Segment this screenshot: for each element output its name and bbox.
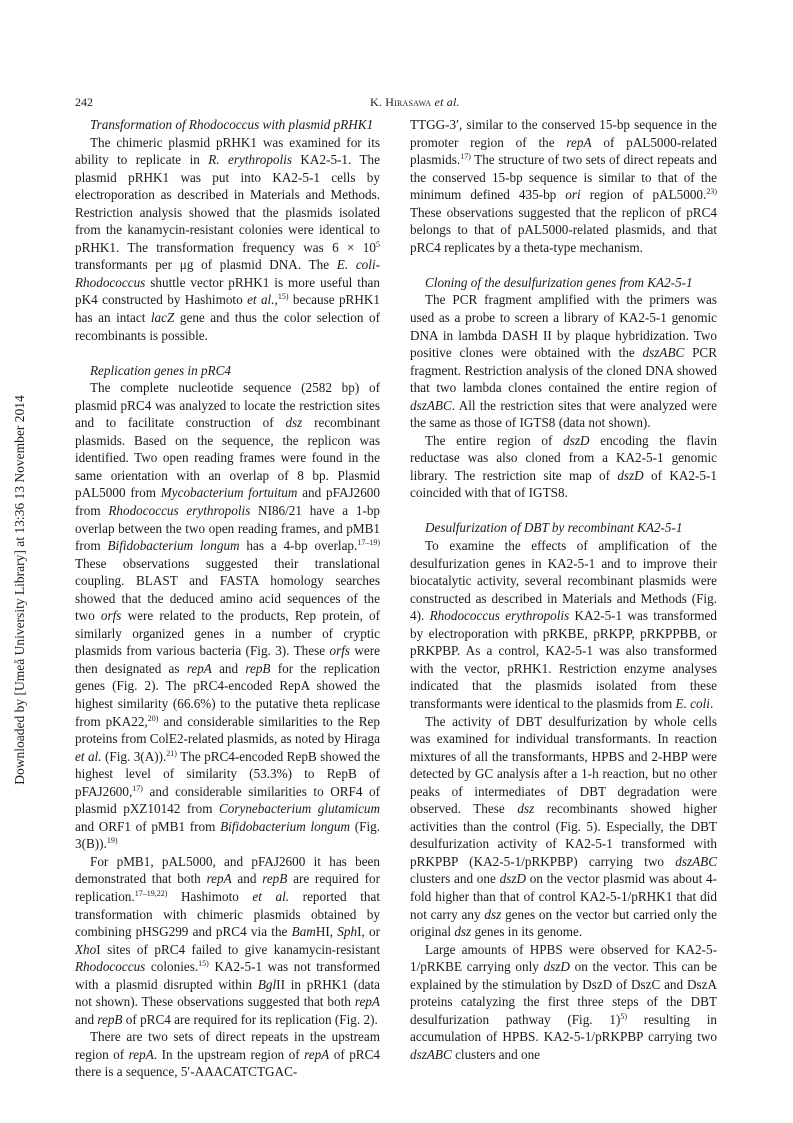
text-run: and pFAJ2600 from — [75, 485, 380, 518]
text-run: The PCR fragment amplified with the primers was used as a probe to screen a library of KA2-5-1 genomic DNA in lambda DASH II by plaque hybridization. Two positive clones were obtained with the — [410, 292, 717, 361]
italic-term: dsz — [454, 924, 472, 940]
text-run: These observations suggested that the replicon of pRC4 belongs to that of pAL5000-related plasmids, and that pRC4 replicates by a theta-type mechanism. — [410, 204, 717, 255]
text-run: and — [75, 1011, 98, 1027]
text-run: and — [211, 660, 246, 676]
text-run: TTGG-3′, similar to the conserved 15-bp sequence in the promoter region of the — [410, 117, 717, 150]
paragraph — [75, 853, 380, 1028]
text-run: recombinants showed higher activities than the control (Fig. 5). Especially, the DBT desulfurization activity of KA2-5-1 transformed with pRKPBP (KA2-5-1/pRKPBP) carrying two — [410, 801, 717, 869]
italic-term: R. erythropolis — [208, 152, 292, 168]
text-run: HI, — [315, 924, 338, 940]
text-run: The activity of DBT desulfurization by whole cells was examined for individual transformants. In reaction mixtures of all the transformants, HPBS and 2-HBP were detected by GC analysis after a 1-h reaction, but no other peaks of intermediates of DBT degradation were observed. These — [410, 713, 717, 817]
text-run: genes in its genome. — [471, 924, 583, 940]
italic-term: dszD — [563, 432, 590, 448]
text-run: The chimeric plasmid pRHK1 was examined for its ability to replicate in — [75, 134, 380, 168]
download-watermark-text: Downloaded by [Umeå University Library] at 13:36 13 November 2014 — [12, 395, 27, 785]
italic-term: Bam — [291, 924, 316, 940]
text-run: of pAL5000-related plasmids. — [410, 134, 717, 168]
running-head-author: K. Hirasawa — [370, 95, 432, 109]
text-run: Large amounts of HPBS were observed for KA2-5-1/pRKBE carrying only — [410, 941, 717, 975]
text-run: . All the restriction sites that were analyzed were the same as those of IGTS8 (data not shown). — [410, 397, 717, 431]
text-run: The pRC4-encoded RepB showed the highest level of similarity (53.3%) to RepB of pFAJ2600, — [75, 748, 381, 799]
reference-superscript: 5 — [376, 239, 380, 249]
text-run: clusters and one — [410, 871, 500, 887]
italic-term: repA — [354, 994, 380, 1010]
italic-term: dsz — [484, 906, 502, 922]
text-run: (Fig. 3(A)). — [101, 748, 167, 764]
italic-term: E. coli — [675, 695, 710, 711]
paragraph-continued — [410, 116, 717, 256]
reference-superscript: 17–19,22) — [134, 889, 168, 899]
text-run: . In the upstream region of — [153, 1046, 305, 1062]
italic-term: orfs — [329, 643, 350, 659]
italic-term: repA — [566, 134, 592, 150]
section-heading-cloning: Cloning of the desulfurization genes from KA2-5-1 — [425, 274, 693, 290]
text-run: for the replication genes (Fig. 2). The pRC4-encoded RepA showed the highest similarity (66.6%) to the putative theta replicase from pKA22, — [75, 660, 380, 729]
reference-superscript: 15) — [198, 959, 209, 969]
italic-term: et al. — [75, 748, 102, 764]
paragraph — [410, 291, 717, 431]
text-run: genes on the vector but carried only the original — [410, 906, 717, 940]
text-run: PCR fragment. Restriction analysis of the cloned DNA showed that two lambda clones contained the entire region of — [410, 345, 717, 396]
text-run: The structure of two sets of direct repeats and the conserved 15-bp sequence is similar to that of the minimum defined 435-bp — [410, 152, 717, 203]
text-run: of KA2-5-1 coincided with that of IGTS8. — [410, 467, 717, 501]
reference-superscript: 23) — [706, 187, 717, 197]
text-run: NI86/21 have a 1-bp overlap between the two open reading frames, and pMB1 from — [75, 502, 381, 554]
text-run: and — [231, 871, 263, 887]
italic-term: dszABC — [642, 345, 685, 361]
italic-term: et al. — [252, 889, 290, 905]
text-run: because pRHK1 has an intact — [75, 292, 380, 326]
text-run: resulting in accumulation of HPBS. KA2-5-1/pRKPBP carrying two — [410, 1011, 717, 1045]
italic-term: repA — [186, 660, 212, 676]
reference-superscript: 21) — [166, 748, 177, 758]
section-heading-transformation: Transformation of Rhodococcus with plasmid pRHK1 — [90, 117, 374, 132]
text-run: The complete nucleotide sequence (2582 bp) of plasmid pRC4 was analyzed to locate the restriction sites and to facilitate construction of — [75, 380, 380, 431]
italic-term: repB — [245, 660, 271, 676]
italic-term: Mycobacterium fortuitum — [160, 485, 298, 501]
section-heading-replication: Replication genes in pRC4 — [90, 362, 232, 378]
text-run: clusters and one — [451, 1046, 541, 1062]
reference-superscript: 15) — [277, 292, 289, 302]
paragraph — [75, 134, 380, 345]
text-run: gene and thus the color selection of recombinants is possible. — [75, 310, 380, 343]
text-run: region of pAL5000. — [580, 187, 707, 203]
paragraph — [410, 432, 717, 502]
reference-superscript: 17) — [460, 152, 471, 162]
reference-superscript: 20) — [147, 713, 159, 723]
italic-term: Xho — [75, 941, 97, 957]
italic-term: dsz — [285, 415, 303, 431]
text-run: shuttle vector pRHK1 is more useful than pK4 constructed by Hashimoto — [75, 274, 380, 308]
right-column — [410, 116, 717, 1063]
italic-term: Rhodococcus erythropolis — [108, 502, 251, 518]
italic-term: lacZ — [150, 310, 175, 326]
running-head — [370, 95, 460, 110]
reference-superscript: 19) — [106, 836, 118, 846]
italic-term: dszD — [499, 871, 526, 887]
text-run: The entire region of — [425, 432, 564, 448]
text-run: II in pRHK1 (data not shown). These observations suggested that both — [75, 976, 380, 1010]
text-run: on the vector. This can be explained by the stimulation by DszD of DszC and DszA proteins catalyzing the first three steps of the DBT desulfurization pathway (Fig. 1) — [410, 959, 717, 1027]
text-run: were related to the products, Rep protein, of similarly organized genes in a number of cryptic plasmids from various bacteria (Fig. 3). These — [75, 608, 380, 659]
text-run: were then designated as — [75, 643, 380, 676]
italic-term: dszABC — [410, 397, 452, 413]
italic-term: ori — [565, 187, 581, 203]
text-run: colonies. — [145, 959, 199, 975]
text-run: recombinant plasmids. Based on the sequence, the replicon was identified. Two open reading frames were found in the same orientation with an overlap of 8 bp. Plasmid pAL5000 from — [75, 415, 380, 501]
italic-term: Corynebacterium glutamicum — [218, 801, 380, 817]
italic-term: et al. — [247, 292, 275, 308]
italic-term: Bifidobacterium longum — [107, 538, 240, 554]
italic-term: repA — [206, 871, 232, 887]
text-run: . — [709, 695, 714, 711]
text-run: and considerable similarities to ORF4 of plasmid pXZ10142 from — [75, 783, 380, 817]
text-run: To examine the effects of amplification of the desulfurization genes in KA2-5-1 and to improve their biocatalytic activity, several recombinant plasmids were constructed as described in Materials and Methods (Fig. 4). — [410, 538, 717, 624]
text-run: of pRC4 are required for its replication (Fig. 2). — [122, 1011, 378, 1027]
italic-term: dszABC — [675, 853, 717, 869]
text-run: , — [274, 292, 278, 308]
text-run: and ORF1 of pMB1 from — [75, 818, 221, 834]
section-heading-desulfurization: Desulfurization of DBT by recombinant KA2-5-1 — [425, 520, 683, 536]
paragraph — [410, 537, 717, 712]
italic-term: E. coli-Rhodococcus — [75, 257, 380, 290]
text-run: (Fig. 3(B)). — [75, 818, 380, 852]
italic-term: repA — [128, 1046, 154, 1062]
paragraph — [410, 713, 717, 941]
italic-term: Rhodococcus erythropolis — [429, 608, 570, 624]
text-run: For pMB1, pAL5000, and pFAJ2600 it has been demonstrated that both — [75, 853, 380, 887]
italic-term: repB — [262, 871, 288, 887]
paragraph — [75, 379, 380, 853]
paragraph — [75, 1028, 380, 1081]
text-run: KA2-5-1 was transformed by electroporation with pRKBE, pRKPP, pRKPPBB, or pRKPBP. As a control, KA2-5-1 was also transformed with the vector, pRHK1. Restriction enzyme analyses indicated that the plasmids isolated from these transformants were identical to the plasmids from — [410, 608, 717, 711]
reference-superscript: 5) — [620, 1011, 628, 1021]
text-run: has a 4-bp overlap. — [239, 538, 358, 554]
text-run: I, or — [357, 924, 380, 940]
italic-term: Bifidobacterium longum — [220, 818, 351, 834]
italic-term: orfs — [100, 608, 122, 624]
text-run: transformants per μg of plasmid DNA. The — [75, 257, 337, 273]
text-run: Hashimoto — [167, 889, 253, 905]
page-number: 242 — [75, 95, 93, 109]
italic-term: Sph — [337, 924, 358, 940]
text-run: There are two sets of direct repeats in the upstream region of — [75, 1029, 380, 1062]
italic-term: repA — [304, 1046, 330, 1062]
text-run: of pRC4 there is a sequence, 5′-AAACATCTGAC- — [75, 1046, 380, 1080]
italic-term: Bgl — [257, 976, 277, 992]
text-run: I sites of pRC4 failed to give kanamycin-resistant — [96, 941, 380, 957]
text-run: are required for replication. — [75, 871, 380, 905]
text-run: and considerable similarities to the Rep proteins from ColE2-related plasmids, as noted by Hiraga — [75, 713, 380, 747]
text-run: on the vector plasmid was about 4-fold higher than that of control KA2-5-1/pRHK1 that did not carry any — [410, 871, 717, 922]
text-run: KA2-5-1. The plasmid pRHK1 was put into KA2-5-1 cells by electroporation as described in Materials and Methods. Restriction analysis showed that the plasmids isolated from the kanamycin-resistant colonies were identical to pRHK1. The transformation frequency was 6 × 10 — [75, 152, 380, 255]
italic-term: dsz — [517, 801, 535, 817]
paragraph — [410, 941, 717, 1064]
italic-term: dszD — [543, 959, 570, 975]
italic-term: Rhodococcus — [75, 959, 146, 975]
italic-term: repB — [97, 1011, 123, 1027]
text-run: KA2-5-1 was not transformed with a plasmid disrupted within — [75, 959, 380, 992]
text-run: reported that transformation with chimeric plasmids obtained by combining pHSG299 and pRC4 via the — [75, 889, 380, 940]
download-watermark — [12, 360, 34, 820]
running-head-et-al: et al. — [434, 95, 460, 109]
left-column — [75, 116, 380, 1081]
text-run: These observations suggested their translational coupling. BLAST and FASTA homology searches showed that the deduced amino acid sequences of the two — [75, 555, 380, 624]
italic-term: dszABC — [410, 1046, 452, 1062]
text-run: encoding the flavin reductase was also cloned from a KA2-5-1 genomic library. The restriction site map of — [410, 432, 717, 483]
italic-term: dszD — [617, 467, 644, 483]
reference-superscript: 17) — [132, 783, 143, 793]
reference-superscript: 17–19) — [357, 538, 380, 548]
